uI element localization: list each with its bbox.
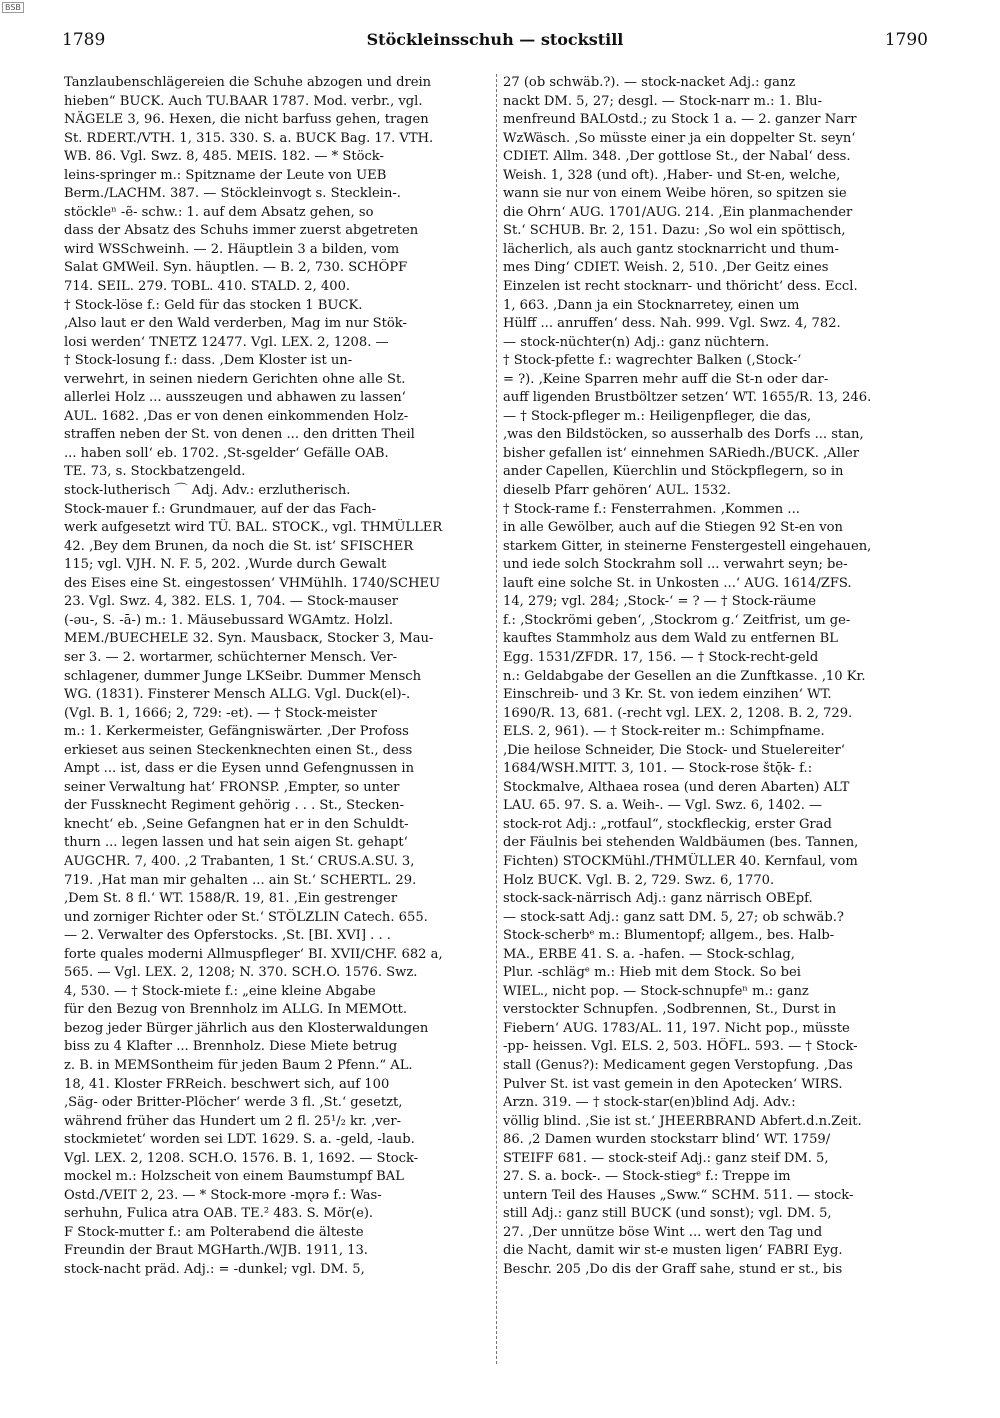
text-line: 27. S. a. bock-. — Stock-stiegᵉ f.: Treppe im: [503, 1169, 791, 1185]
text-line: 565. — Vgl. LEX. 2, 1208; N. 370. SCH.O. 1576. Swz.: [64, 965, 418, 981]
text-line: allerlei Holz ... ausszeugen und abhawen zu lassen‘: [64, 390, 406, 406]
text-line: ‚Also laut er den Wald verderben, Mag im nur Stök-: [64, 316, 407, 332]
text-line: losi werden‘ TNETZ 12477. Vgl. LEX. 2, 1208. —: [64, 334, 389, 350]
text-line: 86. ‚2 Damen wurden stockstarr blind‘ WT. 1759/: [503, 1132, 831, 1148]
text-line: 1684/WSH.MITT. 3, 101. — Stock-rose štǭk- f.:: [503, 761, 813, 777]
text-line: 42. ‚Bey dem Brunen, da noch die St. ist‘ SFISCHER: [64, 538, 414, 554]
text-line: St.‘ SCHUB. Br. 2, 151. Dazu: ‚So wol ein spöttisch,: [503, 223, 846, 239]
text-line: lächerlich, als auch gantz stocknarricht und thum-: [503, 241, 839, 257]
text-line: Hülff ... anruffen‘ dess. Nah. 999. Vgl. Swz. 4, 782.: [503, 316, 841, 332]
text-line: Pulver St. ist vast gemein in den Apotecken‘ WIRS.: [503, 1076, 843, 1092]
text-line: stöckleⁿ -ẽ- schw.: 1. auf dem Absatz gehen, so: [64, 204, 374, 220]
page-number-left: 1789: [62, 30, 106, 50]
text-line: bezog jeder Bürger jährlich aus den Klosterwaldungen: [64, 1020, 429, 1036]
text-line: und iede solch Stockrahm soll ... verwahrt seyn; be-: [503, 557, 848, 573]
text-line: 27. ‚Der unnütze böse Wint ... wert den Tag und: [503, 1224, 823, 1240]
text-line: Freundin der Braut MGHarth./WJB. 1911, 13.: [64, 1243, 368, 1259]
text-line: auff ligenden Brustböltzer setzen‘ WT. 1655/R. 13, 246.: [503, 390, 872, 406]
text-line: MEM./BUECHELE 32. Syn. Mausbacк, Stocker 3, Mau-: [64, 631, 434, 647]
text-line: ser 3. — 2. wortarmer, schüchterner Mensch. Ver-: [64, 649, 398, 665]
text-line: dieselb Pfarr gehören‘ AUL. 1532.: [503, 483, 731, 499]
text-line: des Eises eine St. eingestossen‘ VHMühlh. 1740/SCHEU: [64, 575, 441, 591]
text-line: völlig blind. ‚Sie ist st.‘ JHEERBRAND Abfert.d.n.Zeit.: [503, 1113, 862, 1129]
text-line: Berm./LACHM. 387. — Stöckleinvogt s. Stecklein-.: [64, 186, 401, 202]
text-line: der Fäulnis bei stehenden Waldbäumen (bes. Tannen,: [503, 835, 859, 851]
text-line: menfreund BALOstd.; zu Stock 1 a. — 2. ganzer Narr: [503, 112, 857, 128]
right-column: [503, 74, 933, 1280]
text-line: werk aufgesetzt wird TÜ. BAL. STOCK., vgl. THMÜLLER: [64, 520, 443, 536]
text-line: knecht‘ eb. ‚Seine Gefangnen hat er in den Schuldt-: [64, 816, 409, 832]
text-line: 4, 530. — † Stock-miete f.: „eine kleine Abgabe: [64, 983, 376, 999]
text-line: Stock-mauer f.: Grundmauer, auf der das Fach-: [64, 501, 377, 517]
text-line: Beschr. 205 ‚Do dis der Graff sahe, stund er st., bis: [503, 1262, 843, 1277]
library-stamp: BSB: [2, 2, 24, 13]
text-line: kauftes Stammholz aus dem Wald zu entfernen BL: [503, 631, 838, 647]
text-line: STEIFF 681. — stock-steif Adj.: ganz steif DM. 5,: [503, 1150, 829, 1166]
column-divider: [496, 74, 498, 1364]
text-line: Salat GMWeil. Syn. häuptlen. — B. 2, 730. SCHÖPF: [64, 260, 408, 276]
text-line: † Stock-löse f.: Geld für das stocken 1 BUCK.: [64, 297, 363, 313]
text-line: hieben“ BUCK. Auch TU.BAAR 1787. Mod. verbr., vgl.: [64, 93, 423, 109]
text-line: 1, 663. ‚Dann ja ein Stocknarretey, einen um: [503, 297, 800, 313]
text-line: Stockmalve, Althaea rosea (und deren Abarten) ALT: [503, 779, 850, 795]
text-line: ‚Die heilose Schneider, Die Stock- und Stuelereiter‘: [503, 742, 845, 758]
text-line: m.: 1. Kerkermeister, Gefängniswärter. ‚Der Profoss: [64, 724, 409, 740]
text-line: stock-nacht präd. Adj.: = -dunkel; vgl. DM. 5,: [64, 1262, 365, 1277]
text-line: für den Bezug von Brennholz im ALLG. In MEMOtt.: [64, 1002, 408, 1018]
text-line: — stock-satt Adj.: ganz satt DM. 5, 27; ob schwäb.?: [503, 909, 844, 925]
text-line: Fichten) STOCKMühl./THMÜLLER 40. Kernfaul, vom: [503, 853, 858, 869]
text-line: ... haben soll‘ eb. 1702. ‚St-sgelder‘ Gefälle OAB.: [64, 445, 389, 461]
left-column: [64, 74, 494, 1280]
text-line: AUL. 1682. ‚Das er von denen einkommenden Holz-: [64, 408, 409, 424]
text-line: z. B. in MEMSontheim für jeden Baum 2 Pfenn.“ AL.: [64, 1057, 413, 1073]
text-line: Stock-scherbᵉ m.: Blumentopf; allgem., bes. Halb-: [503, 928, 835, 944]
text-line: Ostd./VEIT 2, 23. — * Stock-more -mǫrə f.: Was-: [64, 1187, 382, 1203]
text-line: 14, 279; vgl. 284; ‚Stock-‘ = ? — † Stock-räume: [503, 594, 816, 610]
text-line: WzWäsch. ‚So müsste einer ja ein doppelter St. seyn‘: [503, 130, 856, 146]
text-line: 27 (ob schwäb.?). — stock-nacket Adj.: ganz: [503, 75, 796, 90]
text-line: Plur. -schlägᵉ m.: Hieb mit dem Stock. So bei: [503, 965, 801, 981]
text-line: thurn ... legen lassen und hat sein aigen St. gehapt‘: [64, 835, 408, 851]
page-header: [62, 30, 928, 54]
text-line: WG. (1831). Finsterer Mensch ALLG. Vgl. Duck(el)-.: [64, 687, 411, 703]
page-number-right: 1790: [884, 30, 928, 50]
text-line: ‚Säg- oder Britter-Plöcher‘ werde 3 fl. ‚St.‘ gesetzt,: [64, 1095, 403, 1111]
running-title: Stöckleinsschuh — stockstill: [366, 30, 624, 49]
text-line: 1690/R. 13, 681. (-recht vgl. LEX. 2, 1208. B. 2, 729.: [503, 705, 853, 721]
text-line: nackt DM. 5, 27; desgl. — Stock-narr m.: 1. Blu-: [503, 93, 823, 109]
text-line: der Fussknecht Regiment gehörig . . . St., Stecken-: [64, 798, 404, 814]
text-line: straffen neben der St. von denen ... den dritten Theil: [64, 427, 415, 443]
text-line: LAU. 65. 97. S. a. Weih-. — Vgl. Swz. 6, 1402. —: [503, 798, 823, 814]
text-line: † Stock-losung f.: dass. ‚Dem Kloster ist un-: [64, 353, 353, 369]
text-line: Arzn. 319. — † stock-star(en)blind Adj. Adv.:: [503, 1095, 796, 1111]
text-line: 18, 41. Kloster FRReich. beschwert sich, auf 100: [64, 1076, 390, 1092]
text-line: ‚was den Bildstöcken, so ausserhalb des Dorfs ... stan,: [503, 427, 864, 443]
text-line: — 2. Verwalter des Opferstocks. ‚St. [BI. XVI] . . .: [64, 928, 391, 944]
text-line: Egg. 1531/ZFDR. 17, 156. — † Stock-recht-geld: [503, 649, 819, 665]
text-line: ‚Dem St. 8 fl.‘ WT. 1588/R. 19, 81. ‚Ein gestrenger: [64, 891, 398, 907]
text-line: f.: ‚Stockrömi geben‘, ‚Stockrom g.‘ Zeitfrist, um ge-: [503, 612, 851, 628]
text-line: Ampt ... ist, dass er die Eysen unnd Gefengnussen in: [64, 761, 415, 777]
text-line: leins-springer m.: Spitzname der Leute von UEB: [64, 167, 387, 183]
text-line: (-əu-, S. -ā-) m.: 1. Mäusebussard WGAmtz. Holzl.: [64, 612, 394, 628]
text-line: Fiebern‘ AUG. 1783/AL. 11, 197. Nicht pop., müsste: [503, 1020, 850, 1036]
text-line: die Ohrn‘ AUG. 1701/AUG. 214. ‚Ein planmachender: [503, 204, 853, 220]
text-line: stock-sack-närrisch Adj.: ganz närrisch OBEpf.: [503, 891, 813, 907]
text-line: wann sie nur von einem Weibe hören, so spitzen sie: [503, 186, 847, 202]
text-line: CDIET. Allm. 348. ‚Der gottlose St., der Nabal‘ dess.: [503, 149, 851, 165]
text-line: 719. ‚Hat man mir gehalten ... ain St.‘ SCHERTL. 29.: [64, 872, 417, 888]
text-line: seiner Verwaltung hat‘ FRONSP. ‚Empter, so unter: [64, 779, 400, 795]
text-line: — stock-nüchter(n) Adj.: ganz nüchtern.: [503, 334, 770, 350]
text-line: Holz BUCK. Vgl. B. 2, 729. Swz. 6, 1770.: [503, 872, 775, 888]
text-line: Weish. 1, 328 (und oft). ‚Haber- und St-en, welche,: [503, 167, 841, 183]
text-line: serhuhn, Fulica atra OAB. TE.² 483. S. Mör(e).: [64, 1206, 374, 1222]
text-line: † Stock-rame f.: Fensterrahmen. ‚Kommen ...: [503, 501, 800, 517]
text-line: forte quales moderni Allmuspfleger‘ BI. XVII/CHF. 682 a,: [64, 946, 443, 962]
text-line: verstockter Schnupfen. ‚Sodbrennen, St., Durst in: [503, 1002, 837, 1018]
text-line: ander Capellen, Küerchlin und Stöckpflegern, so in: [503, 464, 844, 480]
text-line: NÄGELE 3, 96. Hexen, die nicht barfuss gehen, tragen: [64, 112, 429, 128]
text-line: ELS. 2, 961). — † Stock-reiter m.: Schimpfname.: [503, 724, 825, 740]
text-line: † Stock-pfette f.: wagrechter Balken (‚Stock-‘: [503, 353, 802, 369]
text-line: n.: Geldabgabe der Gesellen an die Zunftkasse. ‚10 Kr.: [503, 668, 866, 684]
text-line: Vgl. LEX. 2, 1208. SCH.O. 1576. B. 1, 1692. — Stock-: [64, 1150, 419, 1166]
text-line: = ?). ‚Keine Sparren mehr auff die St-n oder dar-: [503, 371, 829, 387]
text-line: St. RDERT./VTH. 1, 315. 330. S. a. BUCK Bag. 17. VTH.: [64, 130, 434, 146]
text-line: -pp- heissen. Vgl. ELS. 2, 503. HÖFL. 593. — † Stock-: [503, 1039, 858, 1055]
text-line: Tanzlaubenschlägereien die Schuhe abzogen und drein: [64, 75, 432, 90]
text-line: 714. SEIL. 279. TOBL. 410. STALD. 2, 400.: [64, 279, 351, 295]
text-line: F Stock-mutter f.: am Polterabend die älteste: [64, 1224, 364, 1240]
text-line: stock-lutherisch ⌒ Adj. Adv.: erzlutherisch.: [64, 483, 351, 499]
text-line: dass der Absatz des Schuhs immer zuerst abgetreten: [64, 223, 419, 239]
text-line: während früher das Hundert um 2 fl. 25¹/₂ kr. ‚ver-: [64, 1113, 402, 1129]
text-line: mes Ding‘ CDIET. Weish. 2, 510. ‚Der Geitz eines: [503, 260, 829, 276]
text-line: mockel m.: Holzscheit von einem Baumstumpf BAL: [64, 1169, 404, 1185]
text-line: und zorniger Richter oder St.‘ STÖLZLIN Catech. 655.: [64, 909, 428, 925]
text-line: (Vgl. B. 1, 1666; 2, 729: -et). — † Stock-meister: [64, 705, 377, 721]
text-line: stock-rot Adj.: „rotfaul“, stockfleckig, erster Grad: [503, 816, 832, 832]
text-line: Einzelen ist recht stocknarr- und thöricht‘ dess. Eccl.: [503, 279, 858, 295]
text-line: WIEL., nicht pop. — Stock-schnupfeⁿ m.: ganz: [503, 983, 809, 999]
text-line: wird WSSchweinh. — 2. Häuptlein 3 a bilden, vom: [64, 241, 400, 257]
text-line: erkieset aus seinen Steckenknechten einen St., dess: [64, 742, 413, 758]
text-line: verwehrt, in seinen niedern Gerichten ohne alle St.: [64, 371, 406, 387]
text-line: 23. Vgl. Swz. 4, 382. ELS. 1, 704. — Stock-mauser: [64, 594, 398, 610]
text-line: Einschreib- und 3 Kr. St. von iedem einzihen‘ WT.: [503, 687, 832, 703]
text-line: bisher gefallen ist‘ einnehmen SARiedh./BUCK. ‚Aller: [503, 445, 860, 461]
text-line: still Adj.: ganz still BUCK (und sonst); vgl. DM. 5,: [503, 1206, 832, 1222]
text-line: stockmietet‘ worden sei LDT. 1629. S. a. -geld, -laub.: [64, 1132, 415, 1148]
text-line: 115; vgl. VJH. N. F. 5, 202. ‚Wurde durch Gewalt: [64, 557, 387, 573]
text-line: in alle Gewölber, auch auf die Stiegen 92 St-en von: [503, 520, 843, 536]
text-line: lauft eine solche St. in Unkosten ...‘ AUG. 1614/ZFS.: [503, 575, 852, 591]
text-line: MA., ERBE 41. S. a. -hafen. — Stock-schlag,: [503, 946, 795, 962]
text-line: die Nacht, damit wir st-e musten ligen‘ FABRI Eyg.: [503, 1243, 843, 1259]
text-line: — † Stock-pfleger m.: Heiligenpfleger, die das,: [503, 408, 812, 424]
text-line: schlagener, dummer Junge LKSeibr. Dummer Mensch: [64, 668, 422, 684]
text-line: TE. 73, s. Stockbatzengeld.: [64, 464, 246, 480]
text-line: starkem Gitter, in steinerne Fenstergestell eingehauen,: [503, 538, 872, 554]
text-line: biss zu 4 Klafter ... Brennholz. Diese Miete betrug: [64, 1039, 398, 1055]
text-line: stall (Genus?): Medicament gegen Verstopfung. ‚Das: [503, 1057, 853, 1073]
text-line: WB. 86. Vgl. Swz. 8, 485. MEIS. 182. — * Stöck-: [64, 149, 384, 165]
text-line: AUGCHR. 7, 400. ‚2 Trabanten, 1 St.‘ CRUS.A.SU. 3,: [64, 853, 415, 869]
text-line: untern Teil des Hauses „Sww.“ SCHM. 511. — stock-: [503, 1187, 854, 1203]
